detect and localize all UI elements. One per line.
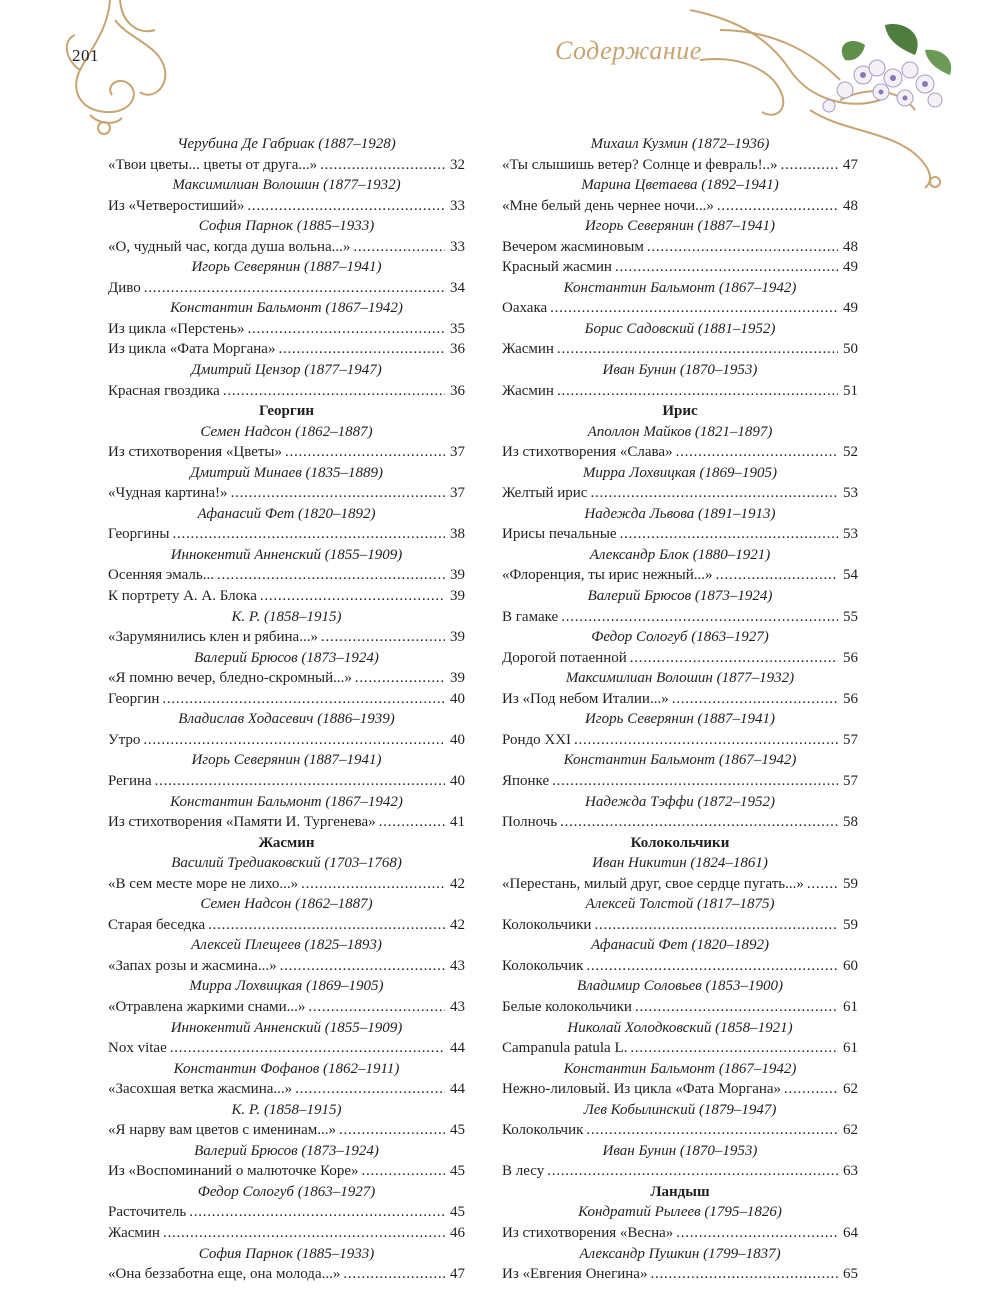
toc-entry bbox=[502, 915, 858, 936]
entry-page-number: 42 bbox=[450, 875, 465, 892]
leader-dots bbox=[339, 1120, 445, 1141]
leader-dots bbox=[590, 483, 838, 504]
toc-entry bbox=[502, 524, 858, 545]
leader-dots bbox=[672, 689, 838, 710]
entry-title: Из цикла «Фата Моргана» bbox=[108, 341, 276, 358]
entry-title: «Зарумянились клен и рябина...» bbox=[108, 629, 318, 646]
leader-dots bbox=[308, 997, 445, 1018]
leader-dots bbox=[144, 278, 445, 299]
leader-dots bbox=[594, 915, 838, 936]
author-name: Мирра Лохвицкая (1869–1905) bbox=[189, 978, 384, 995]
author-name: София Парнок (1885–1933) bbox=[198, 218, 375, 235]
toc-entry bbox=[108, 668, 465, 689]
entry-title: «Она беззаботна еще, она молода...» bbox=[108, 1266, 341, 1283]
leader-dots bbox=[362, 1161, 446, 1182]
entry-page-number: 37 bbox=[450, 485, 465, 502]
leader-dots bbox=[716, 565, 838, 586]
entry-title: Диво bbox=[108, 279, 141, 296]
leader-dots bbox=[647, 237, 838, 258]
entry-title: Желтый ирис bbox=[502, 485, 588, 502]
author-name: София Парнок (1885–1933) bbox=[198, 1245, 375, 1262]
leader-dots bbox=[552, 771, 838, 792]
toc-entry bbox=[108, 442, 465, 463]
entry-title: Красный жасмин bbox=[502, 259, 612, 276]
author-name: Семен Надсон (1862–1887) bbox=[200, 896, 373, 913]
toc-entry bbox=[108, 812, 465, 833]
author-name: Мирра Лохвицкая (1869–1905) bbox=[582, 464, 778, 481]
entry-page-number: 49 bbox=[843, 300, 858, 317]
author-name: Валерий Брюсов (1873–1924) bbox=[194, 649, 379, 666]
entry-page-number: 36 bbox=[450, 382, 465, 399]
author-name: Федор Сологуб (1863–1927) bbox=[197, 1183, 376, 1200]
author-name: Василий Тредиаковский (1703–1768) bbox=[171, 855, 402, 872]
leader-dots bbox=[717, 196, 838, 217]
author-name: Валерий Брюсов (1873–1924) bbox=[194, 1142, 379, 1159]
toc-entry bbox=[502, 689, 858, 710]
leader-dots bbox=[295, 1079, 445, 1100]
entry-title: Колокольчик bbox=[502, 957, 584, 974]
entry-title: «Перестань, милый друг, свое сердце пугать...» bbox=[502, 875, 804, 892]
entry-page-number: 38 bbox=[450, 526, 465, 543]
toc-entry bbox=[502, 1161, 858, 1182]
entry-title: Белые колокольчики bbox=[502, 998, 632, 1015]
corner-flourish-left bbox=[60, 0, 170, 140]
author-name: Афанасий Фет (1820–1892) bbox=[590, 937, 770, 954]
toc-entry bbox=[502, 381, 858, 402]
toc-entry bbox=[108, 915, 465, 936]
entry-title: «В сем месте море не лихо...» bbox=[108, 875, 299, 892]
author-name: Константин Бальмонт (1867–1942) bbox=[170, 300, 403, 317]
toc-entry bbox=[502, 339, 858, 360]
toc-entry bbox=[108, 565, 465, 586]
toc-entry bbox=[502, 196, 858, 217]
toc-entry bbox=[502, 155, 858, 176]
toc-entry bbox=[108, 956, 465, 977]
entry-title: Георгины bbox=[108, 526, 170, 543]
author-name: Валерий Брюсов (1873–1924) bbox=[587, 588, 773, 605]
toc-left-column bbox=[108, 134, 465, 1285]
entry-page-number: 46 bbox=[450, 1224, 465, 1241]
entry-page-number: 61 bbox=[843, 998, 858, 1015]
author-name: Аполлон Майков (1821–1897) bbox=[587, 423, 773, 440]
section-heading: Ландыш bbox=[650, 1183, 710, 1200]
entry-page-number: 56 bbox=[843, 690, 858, 707]
entry-page-number: 42 bbox=[450, 916, 465, 933]
entry-title: «Запах розы и жасмина...» bbox=[108, 957, 277, 974]
entry-title: «Мне белый день чернее ночи...» bbox=[502, 197, 714, 214]
author-name: Иван Никитин (1824–1861) bbox=[592, 855, 768, 872]
entry-page-number: 33 bbox=[450, 238, 465, 255]
entry-title: Георгин bbox=[108, 690, 160, 707]
author-name: Марина Цветаева (1892–1941) bbox=[581, 177, 779, 194]
author-name: Александр Блок (1880–1921) bbox=[589, 546, 771, 563]
toc-entry bbox=[108, 1264, 465, 1285]
author-name: Алексей Плещеев (1825–1893) bbox=[191, 937, 382, 954]
author-name: Дмитрий Минаев (1835–1889) bbox=[189, 464, 384, 481]
author-name: Игорь Северянин (1887–1941) bbox=[584, 711, 776, 728]
leader-dots bbox=[784, 1079, 838, 1100]
entry-title: Осенняя эмаль... bbox=[108, 567, 214, 584]
leader-dots bbox=[247, 319, 445, 340]
entry-title: «Чудная картина!» bbox=[108, 485, 228, 502]
entry-page-number: 36 bbox=[450, 341, 465, 358]
toc-entry bbox=[502, 956, 858, 977]
toc-entry bbox=[108, 997, 465, 1018]
leader-dots bbox=[285, 442, 445, 463]
page-number: 201 bbox=[72, 46, 99, 65]
toc-entry bbox=[108, 237, 465, 258]
entry-title: «Твои цветы... цветы от друга...» bbox=[108, 156, 318, 173]
entry-title: Нежно-лиловый. Из цикла «Фата Моргана» bbox=[502, 1081, 782, 1098]
toc-entry bbox=[502, 997, 858, 1018]
toc-entry bbox=[108, 771, 465, 792]
toc-entry bbox=[108, 381, 465, 402]
author-name: Надежда Львова (1891–1913) bbox=[584, 505, 776, 522]
entry-title: В гамаке bbox=[502, 608, 559, 625]
leader-dots bbox=[781, 155, 838, 176]
toc-entry bbox=[108, 483, 465, 504]
entry-page-number: 49 bbox=[843, 259, 858, 276]
leader-dots bbox=[807, 874, 838, 895]
leader-dots bbox=[280, 956, 445, 977]
toc-entry bbox=[108, 1223, 465, 1244]
entry-page-number: 39 bbox=[450, 670, 465, 687]
entry-title: Nox vitae bbox=[108, 1040, 167, 1057]
toc-entry bbox=[108, 1079, 465, 1100]
entry-page-number: 45 bbox=[450, 1204, 465, 1221]
entry-page-number: 59 bbox=[843, 875, 858, 892]
entry-title: Campanula patula L. bbox=[502, 1040, 628, 1057]
author-name: Игорь Северянин (1887–1941) bbox=[584, 218, 776, 235]
toc-entry bbox=[502, 1079, 858, 1100]
toc-entry bbox=[108, 627, 465, 648]
leader-dots bbox=[260, 586, 445, 607]
entry-page-number: 48 bbox=[843, 238, 858, 255]
entry-page-number: 47 bbox=[843, 156, 858, 173]
entry-page-number: 39 bbox=[450, 567, 465, 584]
author-name: Иннокентий Анненский (1855–1909) bbox=[170, 546, 403, 563]
entry-title: Из стихотворения «Слава» bbox=[502, 444, 673, 461]
author-name: Николай Холодковский (1858–1921) bbox=[567, 1019, 793, 1036]
entry-title: «Отравлена жаркими снами...» bbox=[108, 998, 306, 1015]
entry-page-number: 45 bbox=[450, 1163, 465, 1180]
leader-dots bbox=[155, 771, 445, 792]
toc-entry bbox=[108, 524, 465, 545]
entry-page-number: 64 bbox=[843, 1224, 858, 1241]
entry-title: «О, чудный час, когда душа вольна...» bbox=[108, 238, 351, 255]
entry-title: Дорогой потаенной bbox=[502, 649, 627, 666]
entry-page-number: 61 bbox=[843, 1040, 858, 1057]
section-heading: Георгин bbox=[259, 403, 314, 420]
entry-title: Старая беседка bbox=[108, 916, 206, 933]
leader-dots bbox=[143, 730, 445, 751]
entry-page-number: 57 bbox=[843, 731, 858, 748]
leader-dots bbox=[635, 997, 838, 1018]
entry-page-number: 55 bbox=[843, 608, 858, 625]
author-name: Афанасий Фет (1820–1892) bbox=[197, 505, 376, 522]
entry-page-number: 57 bbox=[843, 772, 858, 789]
entry-title: Из «Воспоминаний о малюточке Коре» bbox=[108, 1163, 359, 1180]
toc-entry bbox=[502, 1038, 858, 1059]
leader-dots bbox=[586, 1120, 838, 1141]
entry-title: Из стихотворения «Цветы» bbox=[108, 444, 282, 461]
author-name: Владислав Ходасевич (1886–1939) bbox=[178, 711, 395, 728]
entry-page-number: 63 bbox=[843, 1163, 858, 1180]
toc-entry bbox=[502, 257, 858, 278]
entry-title: Оахака bbox=[502, 300, 548, 317]
leader-dots bbox=[620, 524, 838, 545]
entry-page-number: 39 bbox=[450, 588, 465, 605]
entry-page-number: 33 bbox=[450, 197, 465, 214]
author-name: Константин Бальмонт (1867–1942) bbox=[170, 793, 403, 810]
toc-entry bbox=[108, 1202, 465, 1223]
entry-title: Рондо XXI bbox=[502, 731, 572, 748]
leader-dots bbox=[353, 237, 445, 258]
entry-title: Красная гвоздика bbox=[108, 382, 220, 399]
entry-title: Из «Четверостиший» bbox=[108, 197, 245, 214]
entry-title: «Засохшая ветка жасмина...» bbox=[108, 1081, 293, 1098]
author-name: Кондратий Рылеев (1795–1826) bbox=[578, 1204, 782, 1221]
author-name: Иван Бунин (1870–1953) bbox=[602, 362, 758, 379]
section-heading: Колокольчики bbox=[630, 834, 730, 851]
author-name: Александр Пушкин (1799–1837) bbox=[579, 1245, 781, 1262]
toc-entry bbox=[502, 771, 858, 792]
leader-dots bbox=[630, 648, 838, 669]
toc-entry bbox=[108, 1038, 465, 1059]
toc-entry bbox=[502, 874, 858, 895]
toc-entry bbox=[108, 196, 465, 217]
entry-page-number: 65 bbox=[843, 1266, 858, 1283]
entry-page-number: 40 bbox=[450, 731, 465, 748]
entry-title: Колокольчики bbox=[502, 916, 592, 933]
entry-page-number: 52 bbox=[843, 444, 858, 461]
entry-title: Из «Под небом Италии...» bbox=[502, 690, 669, 707]
entry-title: Регина bbox=[108, 772, 152, 789]
author-name: Максимилиан Волошин (1877–1932) bbox=[565, 670, 795, 687]
leader-dots bbox=[217, 565, 445, 586]
leader-dots bbox=[557, 339, 838, 360]
leader-dots bbox=[231, 483, 445, 504]
entry-page-number: 39 bbox=[450, 629, 465, 646]
entry-title: Из стихотворения «Весна» bbox=[502, 1224, 674, 1241]
entry-title: Утро bbox=[108, 731, 141, 748]
author-name: Семен Надсон (1862–1887) bbox=[200, 423, 373, 440]
entry-page-number: 41 bbox=[450, 814, 465, 831]
author-name: Дмитрий Цензор (1877–1947) bbox=[191, 362, 382, 379]
leader-dots bbox=[189, 1202, 445, 1223]
entry-title: Жасмин bbox=[108, 1224, 160, 1241]
author-name: К. Р. (1858–1915) bbox=[231, 1101, 342, 1118]
author-name: Михаил Кузмин (1872–1936) bbox=[590, 136, 770, 152]
toc-entry bbox=[502, 237, 858, 258]
entry-title: В лесу bbox=[502, 1163, 545, 1180]
toc-entry bbox=[502, 1120, 858, 1141]
section-heading: Жасмин bbox=[258, 834, 315, 851]
leader-dots bbox=[676, 442, 838, 463]
entry-page-number: 48 bbox=[843, 197, 858, 214]
entry-title: Расточитель bbox=[108, 1204, 187, 1221]
toc-entry bbox=[108, 874, 465, 895]
toc-entry bbox=[502, 483, 858, 504]
author-name: Константин Бальмонт (1867–1942) bbox=[563, 752, 797, 769]
toc-entry bbox=[108, 689, 465, 710]
leader-dots bbox=[650, 1264, 838, 1285]
toc-entry bbox=[108, 319, 465, 340]
leader-dots bbox=[301, 874, 445, 895]
leader-dots bbox=[162, 689, 445, 710]
entry-page-number: 60 bbox=[843, 957, 858, 974]
toc-entry bbox=[108, 586, 465, 607]
entry-page-number: 51 bbox=[843, 382, 858, 399]
entry-page-number: 45 bbox=[450, 1122, 465, 1139]
leader-dots bbox=[676, 1223, 838, 1244]
entry-title: Вечером жасминовым bbox=[502, 238, 644, 255]
entry-page-number: 43 bbox=[450, 957, 465, 974]
author-name: Лев Кобылинский (1879–1947) bbox=[583, 1101, 777, 1118]
toc-entry bbox=[108, 155, 465, 176]
entry-page-number: 59 bbox=[843, 916, 858, 933]
toc-entry bbox=[108, 1161, 465, 1182]
toc-entry bbox=[502, 1264, 858, 1285]
section-title: Содержание bbox=[555, 36, 702, 65]
author-name: Федор Сологуб (1863–1927) bbox=[591, 629, 769, 646]
leader-dots bbox=[615, 257, 838, 278]
leader-dots bbox=[550, 298, 838, 319]
entry-page-number: 34 bbox=[450, 279, 465, 296]
entry-page-number: 53 bbox=[843, 526, 858, 543]
entry-title: Из стихотворения «Памяти И. Тургенева» bbox=[108, 814, 376, 831]
leader-dots bbox=[223, 381, 445, 402]
leader-dots bbox=[355, 668, 445, 689]
author-name: Иван Бунин (1870–1953) bbox=[602, 1142, 758, 1159]
entry-page-number: 43 bbox=[450, 998, 465, 1015]
leader-dots bbox=[278, 339, 445, 360]
toc-entry bbox=[502, 607, 858, 628]
entry-page-number: 62 bbox=[843, 1122, 858, 1139]
author-name: Владимир Соловьев (1853–1900) bbox=[576, 978, 783, 995]
author-name: Алексей Толстой (1817–1875) bbox=[585, 896, 775, 913]
leader-dots bbox=[557, 381, 838, 402]
toc-entry bbox=[502, 442, 858, 463]
toc-entry bbox=[108, 730, 465, 751]
author-name: К. Р. (1858–1915) bbox=[231, 608, 342, 625]
leader-dots bbox=[208, 915, 445, 936]
section-heading: Ирис bbox=[662, 403, 698, 420]
author-name: Черубина Де Габриак (1887–1928) bbox=[177, 136, 396, 152]
leader-dots bbox=[163, 1223, 445, 1244]
author-name: Константин Фофанов (1862–1911) bbox=[173, 1060, 400, 1077]
entry-page-number: 37 bbox=[450, 444, 465, 461]
leader-dots bbox=[547, 1161, 838, 1182]
leader-dots bbox=[574, 730, 838, 751]
leader-dots bbox=[586, 956, 838, 977]
entry-page-number: 35 bbox=[450, 320, 465, 337]
entry-page-number: 62 bbox=[843, 1081, 858, 1098]
entry-title: К портрету А. А. Блока bbox=[108, 588, 257, 605]
entry-page-number: 40 bbox=[450, 772, 465, 789]
entry-page-number: 40 bbox=[450, 690, 465, 707]
entry-page-number: 50 bbox=[843, 341, 858, 358]
leader-dots bbox=[320, 155, 445, 176]
leader-dots bbox=[630, 1038, 838, 1059]
leader-dots bbox=[172, 524, 445, 545]
author-name: Игорь Северянин (1887–1941) bbox=[191, 259, 382, 276]
entry-page-number: 47 bbox=[450, 1266, 465, 1283]
entry-title: Колокольчик bbox=[502, 1122, 584, 1139]
entry-page-number: 53 bbox=[843, 485, 858, 502]
entry-title: «Ты слышишь ветер? Солнце и февраль!..» bbox=[502, 156, 778, 173]
leader-dots bbox=[170, 1038, 445, 1059]
author-name: Борис Садовский (1881–1952) bbox=[584, 320, 776, 337]
author-name: Максимилиан Волошин (1877–1932) bbox=[172, 177, 401, 194]
leader-dots bbox=[247, 196, 445, 217]
author-name: Надежда Тэффи (1872–1952) bbox=[585, 793, 775, 810]
entry-title: «Флоренция, ты ирис нежный...» bbox=[502, 567, 713, 584]
toc-right-column bbox=[502, 134, 858, 1285]
leader-dots bbox=[560, 812, 838, 833]
author-name: Константин Бальмонт (1867–1942) bbox=[563, 279, 797, 296]
toc-entry bbox=[502, 812, 858, 833]
entry-title: Японке bbox=[502, 772, 550, 789]
author-name: Игорь Северянин (1887–1941) bbox=[191, 752, 382, 769]
author-name: Константин Бальмонт (1867–1942) bbox=[563, 1060, 797, 1077]
entry-title: Из цикла «Перстень» bbox=[108, 320, 245, 337]
entry-page-number: 54 bbox=[843, 567, 858, 584]
entry-title: Жасмин bbox=[502, 341, 554, 358]
leader-dots bbox=[321, 627, 445, 648]
entry-title: Ирисы печальные bbox=[502, 526, 617, 543]
toc-entry bbox=[502, 648, 858, 669]
entry-page-number: 56 bbox=[843, 649, 858, 666]
toc-entry bbox=[502, 298, 858, 319]
entry-title: «Я помню вечер, бледно-скромный...» bbox=[108, 670, 352, 687]
toc-entry bbox=[502, 1223, 858, 1244]
entry-page-number: 44 bbox=[450, 1040, 465, 1057]
toc-entry bbox=[502, 730, 858, 751]
leader-dots bbox=[561, 607, 838, 628]
leader-dots bbox=[379, 812, 445, 833]
toc-entry bbox=[108, 278, 465, 299]
entry-title: Из «Евгения Онегина» bbox=[502, 1266, 648, 1283]
toc-entry bbox=[502, 565, 858, 586]
toc-entry bbox=[108, 339, 465, 360]
entry-title: Жасмин bbox=[502, 382, 554, 399]
entry-page-number: 32 bbox=[450, 156, 465, 173]
entry-title: Полночь bbox=[502, 814, 558, 831]
leader-dots bbox=[343, 1264, 445, 1285]
toc-entry bbox=[108, 1120, 465, 1141]
entry-title: «Я нарву вам цветов с именинам...» bbox=[108, 1122, 336, 1139]
jasmine-flowers-illustration bbox=[815, 20, 960, 115]
author-name: Иннокентий Анненский (1855–1909) bbox=[170, 1019, 403, 1036]
entry-page-number: 44 bbox=[450, 1081, 465, 1098]
entry-page-number: 58 bbox=[843, 814, 858, 831]
